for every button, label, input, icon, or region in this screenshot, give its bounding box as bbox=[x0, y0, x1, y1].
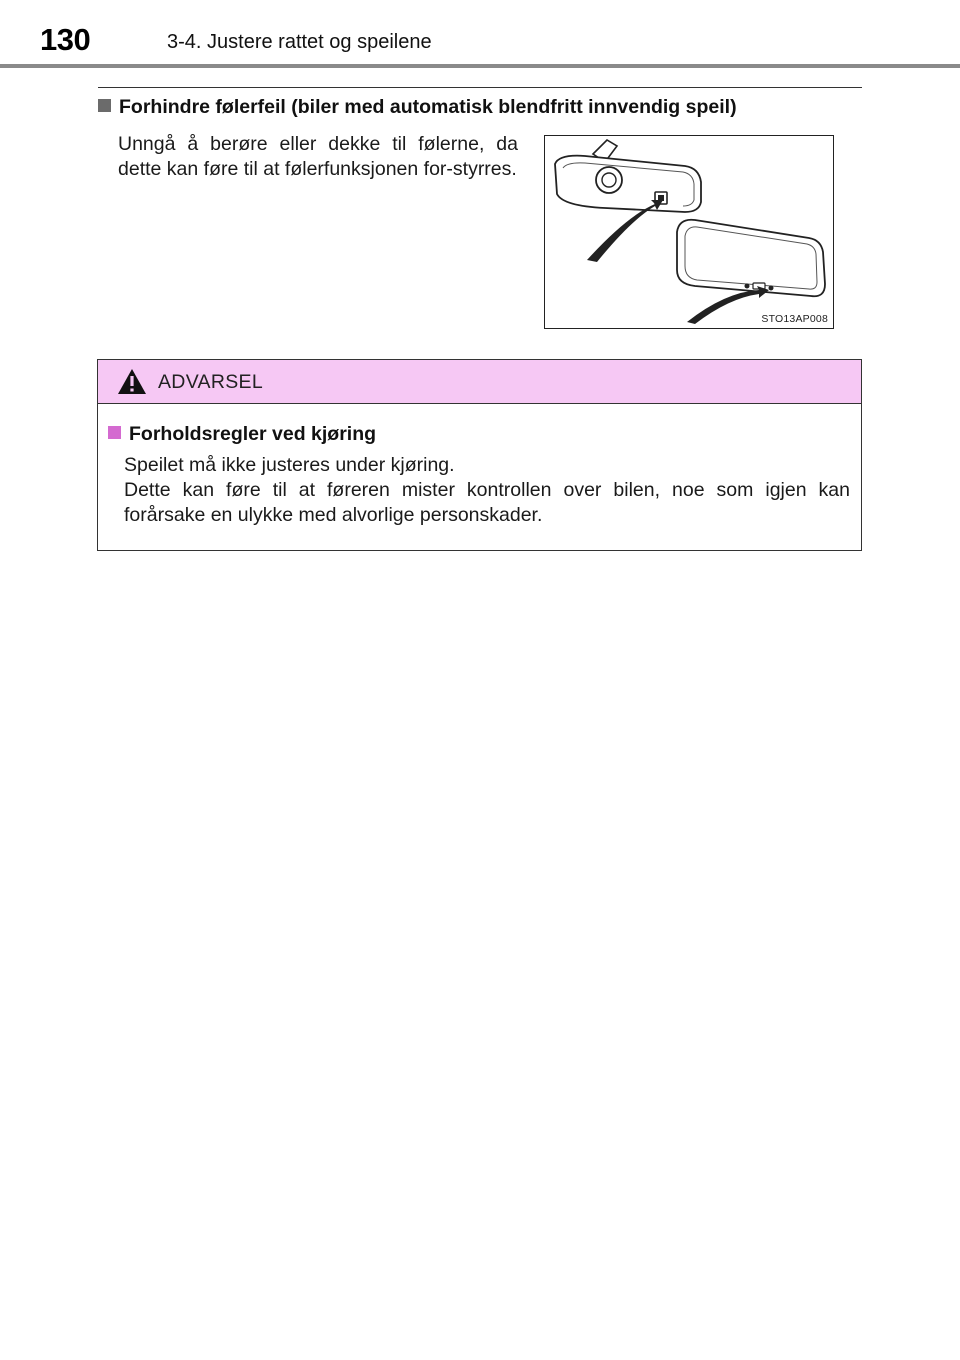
arrow-icon bbox=[687, 286, 769, 324]
warning-body bbox=[124, 453, 850, 528]
warning-subheading bbox=[108, 423, 376, 446]
rear-view-mirror-illustration bbox=[545, 136, 833, 328]
page-number: 130 bbox=[40, 22, 91, 57]
square-bullet-icon bbox=[98, 99, 111, 112]
header-rule bbox=[0, 64, 960, 68]
warning-box bbox=[97, 359, 862, 551]
warning-header bbox=[98, 360, 861, 404]
figure-code: STO13AP008 bbox=[761, 313, 828, 325]
sensor-dot-icon bbox=[745, 284, 750, 289]
subheading-text: Forhindre følerfeil (biler med automatisk blendfritt innvendig speil) bbox=[119, 96, 737, 118]
body-paragraph: Unngå å berøre eller dekke til følerne, da dette kan føre til at følerfunksjonen for-styrres. bbox=[118, 133, 518, 180]
mirror-sensor-figure bbox=[544, 135, 834, 329]
section-divider bbox=[98, 87, 862, 88]
pink-square-bullet-icon bbox=[108, 426, 121, 439]
page-header bbox=[0, 0, 960, 66]
section-title: 3-4. Justere rattet og speilene bbox=[167, 31, 432, 53]
warning-subheading-text: Forholdsregler ved kjøring bbox=[129, 423, 377, 445]
warning-line-2: Dette kan føre til at føreren mister kontrollen over bilen, noe som igjen kan forårsake en ulykke med alvorlige personskader. bbox=[124, 479, 850, 526]
warning-triangle-icon bbox=[117, 368, 147, 395]
section-subheading bbox=[98, 96, 737, 119]
sensor-dot-icon bbox=[769, 286, 774, 291]
warning-line-1: Speilet må ikke justeres under kjøring. bbox=[124, 454, 455, 476]
warning-label: ADVARSEL bbox=[158, 371, 263, 393]
